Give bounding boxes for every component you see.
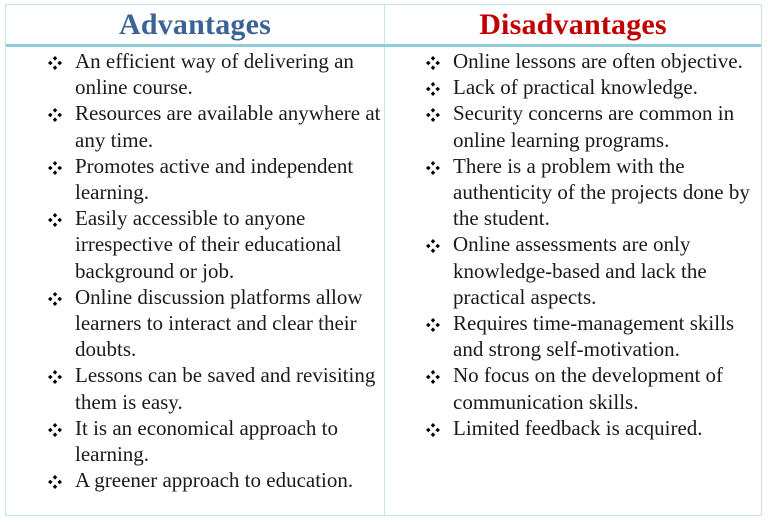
list-item — [424, 48, 764, 74]
disadvantages-column — [385, 5, 761, 515]
four-diamond-bullet-icon — [48, 370, 62, 384]
item-text: Resources are available anywhere at any time. — [75, 101, 381, 152]
four-diamond-bullet-icon — [48, 292, 62, 306]
comparison-table — [5, 4, 762, 516]
item-text: No focus on the development of communication skills. — [453, 363, 724, 414]
item-text: Lessons can be saved and revisiting them is easy. — [75, 363, 376, 414]
disadvantages-list — [424, 48, 764, 441]
four-diamond-bullet-icon — [48, 423, 62, 437]
list-item — [46, 205, 386, 284]
list-item — [46, 415, 386, 467]
four-diamond-bullet-icon — [426, 161, 440, 175]
four-diamond-bullet-icon — [426, 423, 440, 437]
item-text: Security concerns are common in online learning programs. — [453, 101, 735, 152]
four-diamond-bullet-icon — [48, 213, 62, 227]
item-text: A greener approach to education. — [75, 468, 354, 493]
item-text: It is an economical approach to learning. — [75, 415, 338, 467]
advantages-list — [46, 48, 386, 493]
item-text: Easily accessible to anyone irrespective of their educational background or job. — [75, 206, 342, 283]
list-item — [46, 153, 386, 205]
list-item — [424, 74, 764, 100]
list-item — [424, 415, 764, 441]
four-diamond-bullet-icon — [426, 56, 440, 70]
advantages-column — [6, 5, 384, 515]
four-diamond-bullet-icon — [48, 56, 62, 70]
item-text: Online assessments are only knowledge-based and lack the practical aspects. — [453, 232, 707, 309]
list-item — [46, 100, 386, 152]
item-text: An efficient way of delivering an online course. — [75, 49, 354, 100]
four-diamond-bullet-icon — [426, 108, 440, 122]
list-item — [424, 310, 764, 362]
list-item — [424, 100, 764, 152]
four-diamond-bullet-icon — [48, 161, 62, 175]
item-text: Limited feedback is acquired. — [453, 415, 703, 440]
four-diamond-bullet-icon — [48, 475, 62, 489]
list-item — [46, 362, 386, 414]
list-item — [424, 153, 764, 232]
four-diamond-bullet-icon — [426, 82, 440, 96]
advantages-heading: Advantages — [118, 8, 271, 41]
four-diamond-bullet-icon — [426, 318, 440, 332]
list-item — [46, 467, 386, 493]
four-diamond-bullet-icon — [48, 108, 62, 122]
item-text: Lack of practical knowledge. — [453, 75, 698, 100]
list-item — [46, 48, 386, 100]
item-text: Online discussion platforms allow learners to interact and clear their doubts. — [75, 284, 363, 362]
item-text: Requires time-management skills and strong self-motivation. — [453, 311, 735, 362]
list-item — [46, 284, 386, 363]
list-item — [424, 362, 764, 414]
item-text: Online lessons are often objective. — [453, 49, 743, 73]
item-text: Promotes active and independent learning. — [75, 153, 354, 205]
four-diamond-bullet-icon — [426, 370, 440, 384]
list-item — [424, 231, 764, 310]
four-diamond-bullet-icon — [426, 239, 440, 253]
disadvantages-heading: Disadvantages — [479, 8, 667, 41]
item-text: There is a problem with the authenticity of the projects done by the student. — [453, 153, 750, 231]
